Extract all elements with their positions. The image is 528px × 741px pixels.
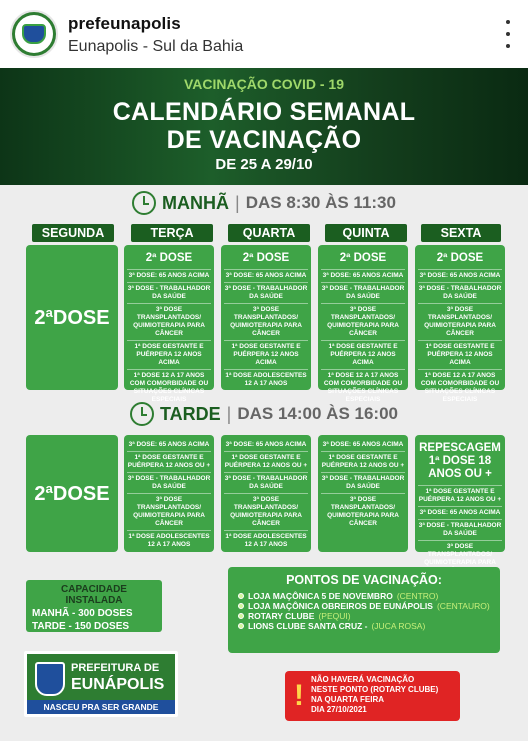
point-area: (PEQUI) <box>318 611 351 621</box>
separator: | <box>235 192 240 213</box>
card-line: 3ª DOSE TRANSPLANTADOS/ QUIMIOTERAPIA PARA <box>418 540 502 577</box>
vaccination-points-box <box>228 567 500 653</box>
username-link[interactable]: prefeunapolis <box>68 14 181 33</box>
wednesday-afternoon-card <box>221 435 311 552</box>
card-heading: REPESCAGEM 1ª DOSE 18 ANOS OU + <box>419 442 501 480</box>
card-heading: 2ª DOSE <box>436 252 484 264</box>
card-line: 1ª DOSE 12 A 17 ANOS COM COMORBIDADE OU SITUAÇÕES CLÍNICAS ESPECIAIS <box>418 369 502 406</box>
point-name: LIONS CLUBE SANTA CRUZ - <box>248 621 368 631</box>
card-line: 3ª DOSE: 65 ANOS ACIMA <box>322 441 404 448</box>
location-link[interactable]: Eunapolis - Sul da Bahia <box>68 38 244 55</box>
location-pin-icon <box>238 613 244 619</box>
card-heading: 2ª DOSE <box>242 252 290 264</box>
card-line: 3ª DOSE: 65 ANOS ACIMA <box>224 269 308 282</box>
card-line: 1ª DOSE GESTANTE E PUÉRPERA 12 ANOS ACIMA <box>127 340 211 369</box>
card-line: 3ª DOSE TRANSPLANTADOS/ QUIMIOTERAPIA PARA CÂNCER <box>321 303 405 340</box>
afternoon-period-header <box>0 401 528 427</box>
eunapolis-crest-icon <box>15 15 53 53</box>
card-line: 3ª DOSE TRANSPLANTADOS/ QUIMIOTERAPIA PARA CÂNCER <box>127 303 211 340</box>
morning-period-header <box>0 190 528 216</box>
card-line: 3ª DOSE TRANSPLANTADOS/ QUIMIOTERAPIA PARA CÂNCER <box>224 303 308 340</box>
clock-icon <box>132 191 156 215</box>
day-header-thursday: QUINTA <box>325 224 407 242</box>
day-header-friday: SEXTA <box>421 224 501 242</box>
point-name: LOJA MAÇÔNICA 5 DE NOVEMBRO <box>248 591 393 601</box>
point-area: (JUCA ROSA) <box>371 621 426 631</box>
prefeitura-logo <box>24 651 178 717</box>
card-line: 1ª DOSE GESTANTE E PUÉRPERA 12 ANOS ACIMA <box>224 340 308 369</box>
capacity-title: CAPACIDADE INSTALADA <box>61 584 127 606</box>
point-area: (CENTAURO) <box>436 601 490 611</box>
more-vertical-icon[interactable] <box>502 20 514 48</box>
card-heading: 2ª DOSE <box>145 252 193 264</box>
poster-banner <box>0 68 528 185</box>
card-line: 3ª DOSE - TRABALHADOR DA SAÚDE <box>418 282 502 303</box>
separator: | <box>226 403 232 424</box>
point-item <box>238 591 490 601</box>
monday-morning-card: 2ª DOSE <box>26 245 118 390</box>
card-line: 3ª DOSE: 65 ANOS ACIMA <box>418 506 502 519</box>
avatar[interactable] <box>10 10 58 58</box>
account-info <box>68 14 243 56</box>
thursday-afternoon-card <box>318 435 408 552</box>
alert-line: NÃO HAVERÁ VACINAÇÃO <box>311 675 415 684</box>
card-line: 3ª DOSE - TRABALHADOR DA SAÚDE <box>418 519 502 540</box>
banner-title-line2: DE VACINAÇÃO <box>166 126 362 154</box>
banner-title-line1: CALENDÁRIO SEMANAL <box>112 98 416 126</box>
logo-slogan: NASCEU PRA SER GRANDE <box>27 700 175 714</box>
card-line: 3ª DOSE TRANSPLANTADOS/ QUIMIOTERAPIA PARA CÂNCER <box>418 303 502 340</box>
card-heading: 2ª DOSE <box>339 252 387 264</box>
card-line: 3ª DOSE: 65 ANOS ACIMA <box>418 269 502 282</box>
card-line: 3ª DOSE TRANSPLANTADOS/ QUIMIOTERAPIA PARA CÂNCER <box>224 493 308 530</box>
card-line: 1ª DOSE GESTANTE E PUÉRPERA 12 ANOS OU + <box>418 485 502 506</box>
alert-line: NESTE PONTO (ROTARY CLUBE) <box>311 685 439 694</box>
friday-morning-card <box>415 245 505 403</box>
tuesday-afternoon-card <box>124 435 214 552</box>
afternoon-time: DAS 14:00 ÀS 16:00 <box>237 404 398 423</box>
day-header-monday: SEGUNDA <box>32 224 114 242</box>
morning-label: MANHÃ <box>162 192 230 213</box>
card-line: 1ª DOSE GESTANTE E PUÉRPERA 12 ANOS OU + <box>321 451 405 472</box>
post-header <box>0 0 528 68</box>
card-line: 1ª DOSE ADOLESCENTES 12 A 17 ANOS <box>127 530 211 551</box>
card-line: 3ª DOSE - TRABALHADOR DA SAÚDE <box>224 472 308 493</box>
point-item <box>238 601 490 611</box>
card-line: 3ª DOSE - TRABALHADOR DA SAÚDE <box>127 472 211 493</box>
card-line: 1ª DOSE ADOLESCENTES 12 A 17 ANOS <box>224 530 308 551</box>
location-pin-icon <box>238 593 244 599</box>
card-line: 1ª DOSE GESTANTE E PUÉRPERA 12 ANOS OU + <box>224 451 308 472</box>
points-title: PONTOS DE VACINAÇÃO: <box>286 573 442 587</box>
capacity-box <box>26 580 162 632</box>
monday-afternoon-card: 2ª DOSE <box>26 435 118 552</box>
thursday-morning-card <box>318 245 408 403</box>
point-name: LOJA MAÇÔNICA OBREIROS DE EUNÁPOLIS <box>248 601 433 611</box>
friday-afternoon-card <box>415 435 505 566</box>
logo-line1: PREFEITURA DE <box>71 662 160 674</box>
morning-time: DAS 8:30 ÀS 11:30 <box>245 193 396 212</box>
card-line: 1ª DOSE GESTANTE E PUÉRPERA 12 ANOS ACIMA <box>418 340 502 369</box>
clock-icon <box>130 402 154 426</box>
day-header-tuesday: TERÇA <box>131 224 213 242</box>
alert-line: DIA 27/10/2021 <box>311 705 367 714</box>
card-line: 3ª DOSE - TRABALHADOR DA SAÚDE <box>321 472 405 493</box>
card-line: 3ª DOSE TRANSPLANTADOS/ QUIMIOTERAPIA PARA CÂNCER <box>321 493 405 530</box>
day-header-wednesday: QUARTA <box>228 224 310 242</box>
card-line: 3ª DOSE - TRABALHADOR DA SAÚDE <box>127 282 211 303</box>
banner-dates: DE 25 A 29/10 <box>215 156 313 173</box>
card-line: 3ª DOSE: 65 ANOS ACIMA <box>321 269 405 282</box>
card-line: 1ª DOSE GESTANTE E PUÉRPERA 12 ANOS OU + <box>127 451 211 472</box>
capacity-morning: MANHÃ - 300 DOSES <box>32 608 133 619</box>
point-item <box>238 621 490 631</box>
card-line: 3ª DOSE: 65 ANOS ACIMA <box>225 441 307 448</box>
post-image <box>0 68 528 741</box>
location-pin-icon <box>238 603 244 609</box>
exclamation-icon: ! <box>294 679 304 712</box>
capacity-afternoon: TARDE - 150 DOSES <box>32 621 130 632</box>
logo-line2: EUNÁPOLIS <box>71 676 165 693</box>
tuesday-morning-card <box>124 245 214 403</box>
card-line: 1ª DOSE 12 A 17 ANOS COM COMORBIDADE OU SITUAÇÕES CLÍNICAS ESPECIAIS <box>321 369 405 406</box>
card-line: 3ª DOSE TRANSPLANTADOS/ QUIMIOTERAPIA PARA CÂNCER <box>127 493 211 530</box>
afternoon-label: TARDE <box>160 403 221 424</box>
alert-line: NA QUARTA FEIRA <box>311 695 385 704</box>
point-area: (CENTRO) <box>396 591 439 601</box>
card-line: 3ª DOSE: 65 ANOS ACIMA <box>127 269 211 282</box>
eunapolis-crest-icon <box>35 662 65 696</box>
point-item <box>238 611 490 621</box>
card-line: 3ª DOSE - TRABALHADOR DA SAÚDE <box>321 282 405 303</box>
location-pin-icon <box>238 623 244 629</box>
card-line: 1ª DOSE ADOLESCENTES 12 A 17 ANOS <box>224 369 308 390</box>
banner-kicker: VACINAÇÃO COVID - 19 <box>184 76 344 92</box>
card-line: 1ª DOSE GESTANTE E PUÉRPERA 12 ANOS ACIMA <box>321 340 405 369</box>
alert-box <box>285 671 460 721</box>
point-name: ROTARY CLUBE <box>248 611 315 621</box>
card-line: 1ª DOSE 12 A 17 ANOS COM COMORBIDADE OU SITUAÇÕES CLÍNICAS ESPECIAIS <box>127 369 211 406</box>
wednesday-morning-card <box>221 245 311 390</box>
card-line: 3ª DOSE - TRABALHADOR DA SAÚDE <box>224 282 308 303</box>
card-line: 3ª DOSE: 65 ANOS ACIMA <box>128 441 210 448</box>
